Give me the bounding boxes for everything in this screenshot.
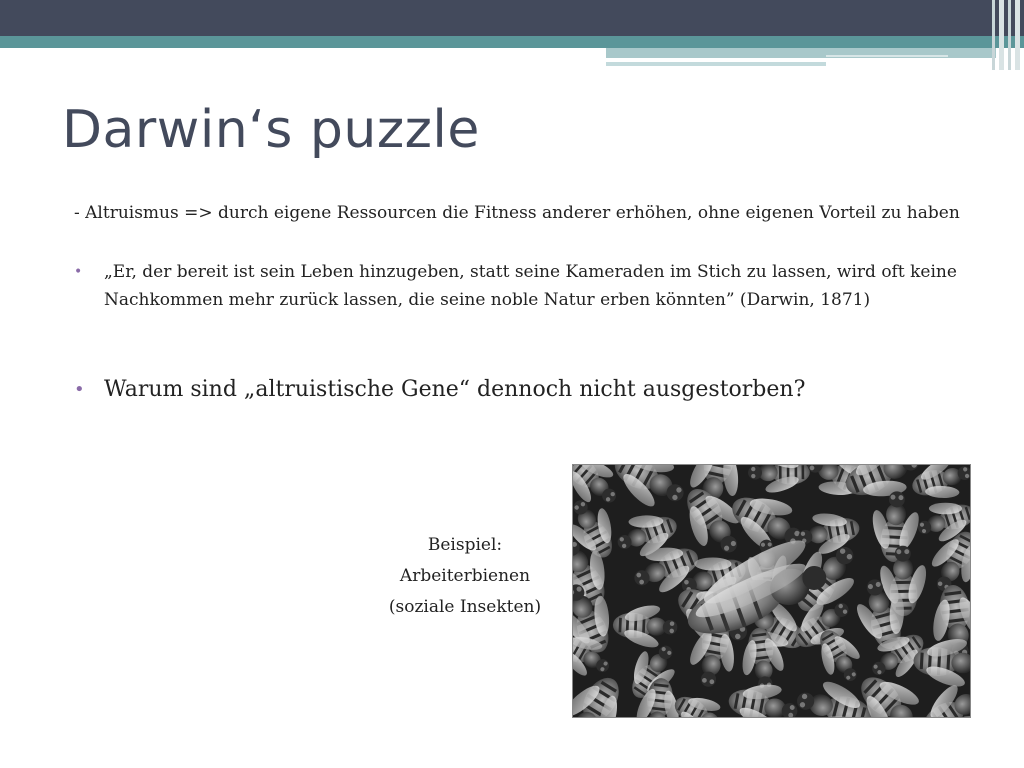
question-text: Warum sind „altruistische Gene“ dennoch nicht ausgestorben? <box>104 377 806 402</box>
question-item <box>74 374 974 406</box>
example-caption <box>360 530 570 623</box>
bees-photo <box>572 464 971 718</box>
quote-item <box>74 258 974 314</box>
bullet-icon: • <box>74 379 85 400</box>
example-note: (soziale Insekten) <box>388 597 542 617</box>
intro-text: - Altruismus => durch eigene Ressourcen die Fitness anderer erhöhen, ohne eigenen Vorteil zu haben <box>74 203 960 223</box>
header-bar <box>0 0 1024 36</box>
bullet-icon: • <box>74 264 83 280</box>
slide-title: Darwin‘s puzzle <box>62 100 480 160</box>
accent-line <box>826 55 948 57</box>
quote-text: „Er, der bereit ist sein Leben hinzugeben, statt seine Kameraden im Stich zu lassen, wird oft keine Nachkommen mehr zurück lassen, die seine noble Natur erben könnten” (Darwin, 1871) <box>104 262 957 310</box>
accent-bar <box>0 36 1024 48</box>
example-subject: Arbeiterbienen <box>399 566 531 586</box>
accent-strip-thin <box>606 62 826 66</box>
example-label: Beispiel: <box>427 535 503 555</box>
decorative-lines <box>990 0 1024 70</box>
